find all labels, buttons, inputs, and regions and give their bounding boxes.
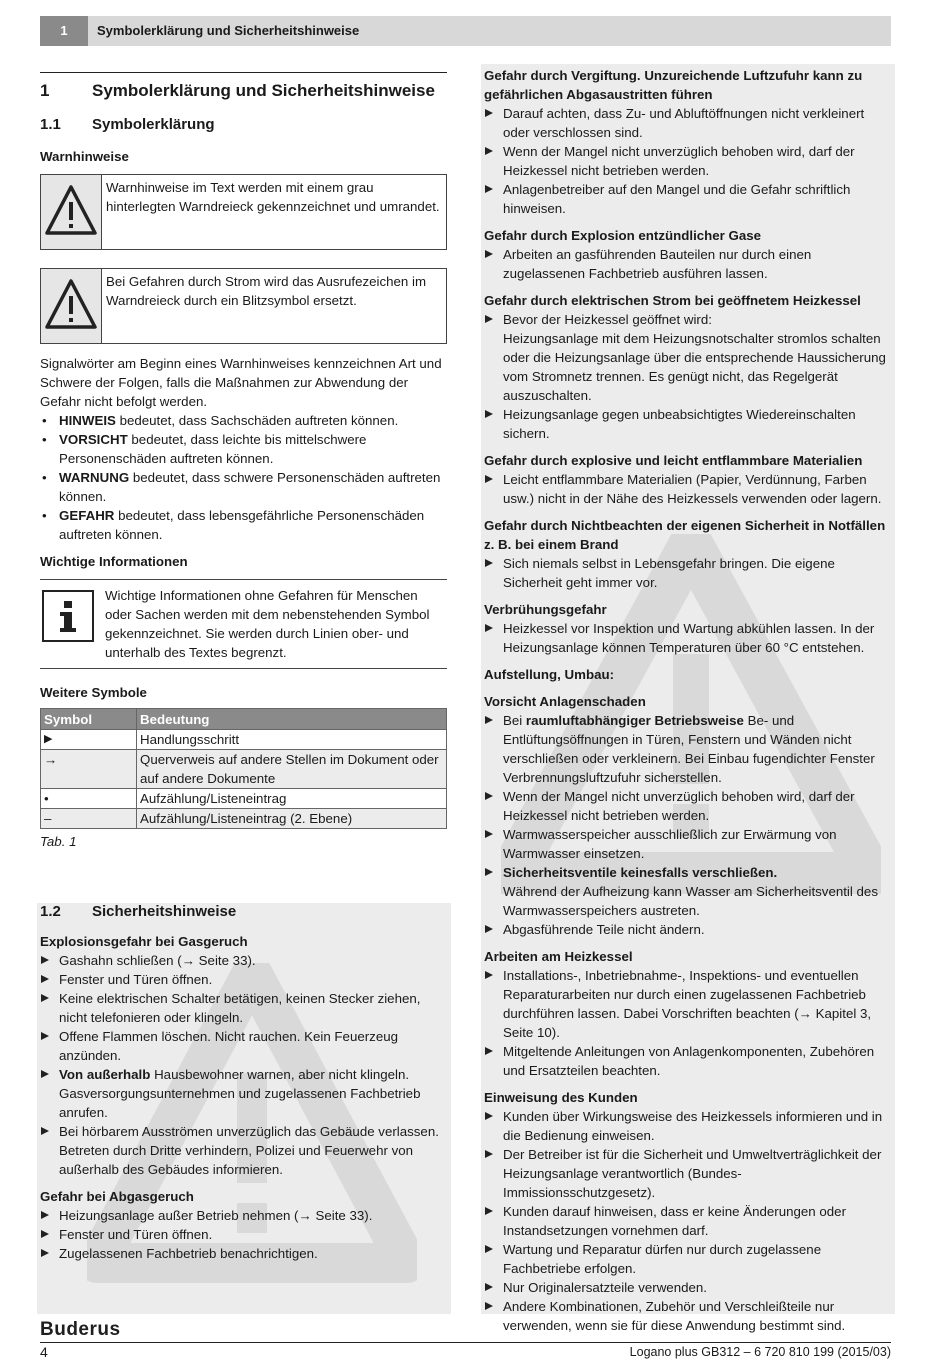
chapter-number: 1 xyxy=(40,16,88,46)
system-damage-list xyxy=(484,711,891,939)
list-item: Bevor der Heizkessel geöffnet wird: Heizungsanlage mit dem Heizungsnotschalter stromlos schalten oder die Heizungsanlage über die entsprechende Haussicherung vom Stromnetz trennen. Es genügt nicht, das Regelgerät auszuschalten. xyxy=(484,310,891,405)
warning-box xyxy=(40,174,447,250)
scalding-heading: Verbrühungsgefahr xyxy=(484,602,607,617)
list-item: Heizungsanlage außer Betrieb nehmen (→ Seite 33). xyxy=(40,1206,447,1225)
list-item: Fenster und Türen öffnen. xyxy=(40,1225,447,1244)
list-item: • HINWEIS bedeutet, dass Sachschäden auftreten können. xyxy=(40,411,447,430)
scalding-list xyxy=(484,619,891,657)
important-info-heading: Wichtige Informationen xyxy=(40,554,188,569)
list-item: Kunden darauf hinweisen, dass er keine Änderungen oder Instandsetzungen vornehmen darf. xyxy=(484,1202,891,1240)
list-item: Darauf achten, dass Zu- und Abluftöffnungen nicht verkleinert oder verschlossen sind. xyxy=(484,104,891,142)
system-damage-heading: Vorsicht Anlagenschaden xyxy=(484,694,646,709)
list-item: Heizkessel vor Inspektion und Wartung abkühlen lassen. In der Heizungsanlage können Temperaturen über 60 °C entstehen. xyxy=(484,619,891,657)
document-reference: Logano plus GB312 – 6 720 810 199 (2015/03) xyxy=(629,1345,891,1359)
list-item: • WARNUNG bedeutet, dass schwere Personenschäden auftreten können. xyxy=(40,468,447,506)
list-item: Wartung und Reparatur dürfen nur durch zugelassene Fachbetriebe erfolgen. xyxy=(484,1240,891,1278)
list-item: Andere Kombinationen, Zubehör und Verschleißteile nur verwenden, wenn sie für diese Anwendung bestimmt sind. xyxy=(484,1297,891,1335)
info-box xyxy=(40,579,447,669)
electric-danger-list xyxy=(484,310,891,443)
list-item: Nur Originalersatzteile verwenden. xyxy=(484,1278,891,1297)
list-item: Leicht entflammbare Materialien (Papier, Verdünnung, Farben usw.) nicht in der Nähe des Heizkessels verwenden oder lagern. xyxy=(484,470,891,508)
customer-instruction-heading: Einweisung des Kunden xyxy=(484,1090,638,1105)
left-column xyxy=(40,60,447,851)
gas-explosion-risk-list xyxy=(484,245,891,283)
warning-triangle-icon xyxy=(41,269,101,343)
safety-instructions-right xyxy=(484,66,891,1335)
list-item: Warmwasserspeicher ausschließlich zur Erwärmung von Warmwasser einsetzen. xyxy=(484,825,891,863)
gas-explosion-risk-heading: Gefahr durch Explosion entzündlicher Gase xyxy=(484,228,762,243)
flammable-materials-heading: Gefahr durch explosive und leicht entflammbare Materialien xyxy=(484,453,863,468)
gas-explosion-heading: Explosionsgefahr bei Gasgeruch xyxy=(40,934,248,949)
list-item: Heizungsanlage gegen unbeabsichtigtes Wiedereinschalten sichern. xyxy=(484,405,891,443)
list-item: Keine elektrischen Schalter betätigen, keinen Stecker ziehen, nicht telefonieren oder klingeln. xyxy=(40,989,447,1027)
gas-explosion-list xyxy=(40,951,447,1179)
table-caption: Tab. 1 xyxy=(40,834,77,849)
list-item: Arbeiten an gasführenden Bauteilen nur durch einen zugelassenen Fachbetrieb ausführen lassen. xyxy=(484,245,891,283)
list-item: Installations-, Inbetriebnahme-, Inspektions- und eventuellen Reparaturarbeiten nur durch einen zugelassenen Fachbetrieb durchführen lassen. Dabei Vorschriften beachten (→ Kapitel 3, Seite 10). xyxy=(484,966,891,1042)
exhaust-smell-list xyxy=(40,1206,447,1263)
table-header-meaning: Bedeutung xyxy=(137,709,447,730)
section-heading-1-1: 1.1 Symbolerklärung xyxy=(40,116,215,133)
page-header xyxy=(40,16,891,46)
boiler-work-heading: Arbeiten am Heizkessel xyxy=(484,949,633,964)
warning-triangle-icon xyxy=(41,175,101,249)
signal-words-list xyxy=(40,411,447,544)
signal-words-intro: Signalwörter am Beginn eines Warnhinweises kennzeichnen Art und Schwere der Folgen, falls die Maßnahmen zur Abwendung der Gefahr nicht befolgt werden. xyxy=(40,356,442,409)
further-symbols-heading: Weitere Symbole xyxy=(40,685,147,700)
table-header-symbol: Symbol xyxy=(41,709,137,730)
list-item: Wenn der Mangel nicht unverzüglich behoben wird, darf der Heizkessel nicht betrieben werden. xyxy=(484,142,891,180)
list-item: • GEFAHR bedeutet, dass lebensgefährliche Personenschäden auftreten können. xyxy=(40,506,447,544)
installation-heading: Aufstellung, Umbau: xyxy=(484,667,615,682)
list-item: Sich niemals selbst in Lebensgefahr bringen. Die eigene Sicherheit geht immer vor. xyxy=(484,554,891,592)
list-item: Sicherheitsventile keinesfalls verschließen. Während der Aufheizung kann Wasser am Sicherheitsventil des Warmwasserspeichers austreten. xyxy=(484,863,891,920)
list-item: Zugelassenen Fachbetrieb benachrichtigen. xyxy=(40,1244,447,1263)
table-row: – Aufzählung/Listeneintrag (2. Ebene) xyxy=(41,809,447,829)
table-row: → Querverweis auf andere Stellen im Dokument oder auf andere Dokumente xyxy=(41,750,447,789)
info-icon xyxy=(42,590,94,642)
list-item: Mitgeltende Anleitungen von Anlagenkomponenten, Zubehören und Ersatzteilen beachten. xyxy=(484,1042,891,1080)
chapter-title: Symbolerklärung und Sicherheitshinweise xyxy=(97,23,360,38)
section-heading-1-2: 1.2 Sicherheitshinweise xyxy=(40,903,237,920)
customer-instruction-list xyxy=(484,1107,891,1335)
list-item: Kunden über Wirkungsweise des Heizkessels informieren und in die Bedienung einweisen. xyxy=(484,1107,891,1145)
list-item: • VORSICHT bedeutet, dass leichte bis mittelschwere Personenschäden auftreten können. xyxy=(40,430,447,468)
list-item: Wenn der Mangel nicht unverzüglich behoben wird, darf der Heizkessel nicht betrieben werden. xyxy=(484,787,891,825)
poisoning-list xyxy=(484,104,891,218)
list-item: Der Betreiber ist für die Sicherheit und Umweltverträglichkeit der Heizungsanlage verantwortlich (Bundes-Immissionsschutzgesetz). xyxy=(484,1145,891,1202)
section-heading-1: 1 Symbolerklärung und Sicherheitshinweise xyxy=(40,72,447,105)
safety-instructions-left xyxy=(40,900,447,1263)
list-item: Bei raumluftabhängiger Betriebsweise Be- und Entlüftungsöffnungen in Türen, Fenstern und Wänden nicht verschließen oder verkleinern. Bei Einbau fugendichter Fenster Verbrennungsluftzufuhr sicherstellen. xyxy=(484,711,891,787)
brand-logo: Buderus xyxy=(40,1319,121,1340)
list-item: Von außerhalb Hausbewohner warnen, aber nicht klingeln. Gasversorgungsunternehmen und zugelassenen Fachbetrieb anrufen. xyxy=(40,1065,447,1122)
electric-warning-box xyxy=(40,268,447,344)
list-item: Anlagenbetreiber auf den Mangel und die Gefahr schriftlich hinweisen. xyxy=(484,180,891,218)
list-item: Fenster und Türen öffnen. xyxy=(40,970,447,989)
warnings-heading: Warnhinweise xyxy=(40,149,129,164)
table-row: • Aufzählung/Listeneintrag xyxy=(41,789,447,809)
list-item: Bei hörbarem Ausströmen unverzüglich das Gebäude verlassen. Betreten durch Dritte verhindern, Polizei und Feuerwehr von außerhalb des Gebäudes informieren. xyxy=(40,1122,447,1179)
electric-danger-heading: Gefahr durch elektrischen Strom bei geöffnetem Heizkessel xyxy=(484,293,861,308)
own-safety-list xyxy=(484,554,891,592)
poisoning-heading: Gefahr durch Vergiftung. Unzureichende Luftzufuhr kann zu gefährlichen Abgasaustritten führen xyxy=(484,68,863,102)
info-box-text: Wichtige Informationen ohne Gefahren für Menschen oder Sachen werden mit dem nebenstehenden Symbol gekennzeichnet. Sie werden durch Linien ober- und unterhalb des Textes begrenzt. xyxy=(105,588,430,660)
list-item: Gashahn schließen (→ Seite 33). xyxy=(40,951,447,970)
warning-box-text: Warnhinweise im Text werden mit einem grau hinterlegten Warndreieck gekennzeichnet und umrandet. xyxy=(106,180,440,214)
electric-warning-text: Bei Gefahren durch Strom wird das Ausrufezeichen im Warndreieck durch ein Blitzsymbol ersetzt. xyxy=(106,274,427,308)
list-item: Abgasführende Teile nicht ändern. xyxy=(484,920,891,939)
exhaust-smell-heading: Gefahr bei Abgasgeruch xyxy=(40,1189,194,1204)
table-row: ▶ Handlungsschritt xyxy=(41,730,447,750)
list-item: Offene Flammen löschen. Nicht rauchen. Kein Feuerzeug anzünden. xyxy=(40,1027,447,1065)
page-number: 4 xyxy=(40,1344,48,1360)
own-safety-heading: Gefahr durch Nichtbeachten der eigenen Sicherheit in Notfällen z. B. bei einem Brand xyxy=(484,518,886,552)
symbols-table xyxy=(40,708,447,829)
boiler-work-list xyxy=(484,966,891,1080)
flammable-materials-list xyxy=(484,470,891,508)
